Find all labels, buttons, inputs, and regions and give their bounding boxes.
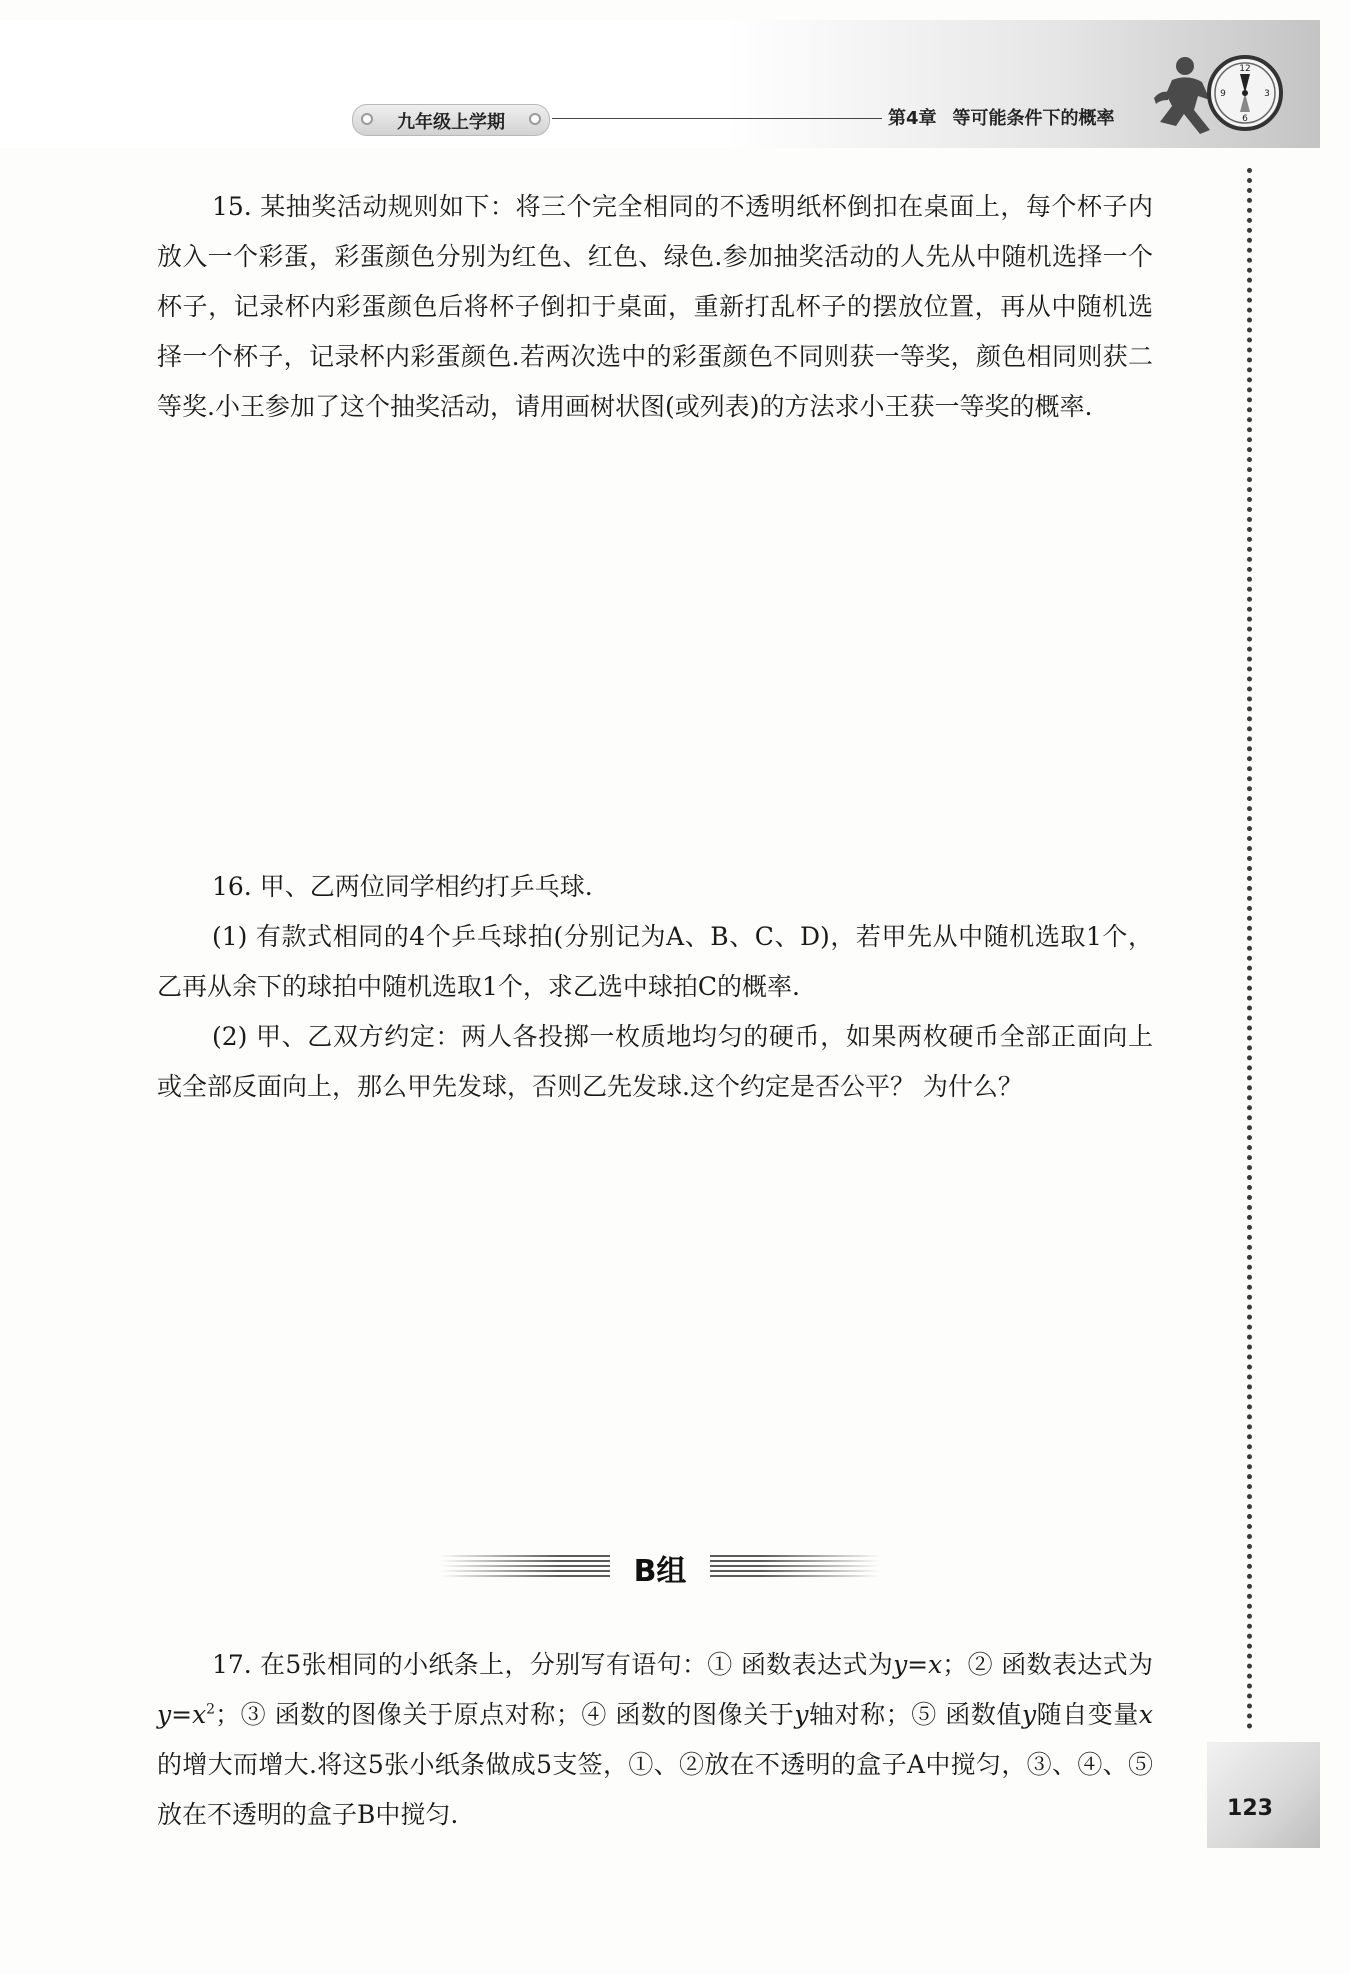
math-variable: x	[1138, 1700, 1153, 1729]
problem-17-lead: 17. 在5张相同的小纸条上，分别写有语句：① 函数表达式为	[212, 1650, 894, 1679]
compass-runner-icon	[1150, 38, 1290, 148]
margin-dotted-line	[1247, 168, 1252, 1730]
math-expression: y=x	[157, 1700, 207, 1729]
circle-icon	[529, 113, 541, 125]
circle-icon	[361, 113, 373, 125]
math-exponent: 2	[206, 1701, 216, 1718]
svg-text:9: 9	[1220, 89, 1226, 99]
group-title: B组	[633, 1554, 687, 1589]
problem-16-part-1: (1) 有款式相同的4个乒乓球拍(分别记为A、B、C、D)，若甲先从中随机选取1个，乙再从余下的球拍中随机选取1个，求乙选中球拍C的概率.	[157, 922, 1153, 1001]
heading-stripes-right	[710, 1555, 880, 1577]
page-number: 123	[1227, 1796, 1273, 1821]
grade-badge	[352, 104, 550, 136]
problem-17-text: 轴对称；⑤ 函数值	[808, 1700, 1022, 1729]
problem-15: 15. 某抽奖活动规则如下：将三个完全相同的不透明纸杯倒扣在桌面上，每个杯子内放入一个彩蛋，彩蛋颜色分别为红色、红色、绿色.参加抽奖活动的人先从中随机选择一个杯子，记录杯内彩蛋颜色后将杯子倒扣于桌面，重新打乱杯子的摆放位置，再从中随机选择一个杯子，记录杯内彩蛋颜色.若两次选中的彩蛋颜色不同则获一等奖，颜色相同则获二等奖.小王参加了这个抽奖活动，请用画树状图(或列表)的方法求小王获一等奖的概率.	[157, 192, 1153, 421]
group-b-heading	[440, 1546, 880, 1589]
problem-17-text: 的增大而增大.将这5张小纸条做成5支签，①、②放在不透明的盒子A中搅匀，③、④、⑤放在不透明的盒子B中搅匀.	[157, 1750, 1153, 1829]
problem-16-part-2: (2) 甲、乙双方约定：两人各投掷一枚质地均匀的硬币，如果两枚硬币全部正面向上或全部反面向上，那么甲先发球，否则乙先发球.这个约定是否公平？ 为什么？	[157, 1022, 1153, 1101]
chapter-number: 第4章	[888, 108, 937, 129]
math-variable: y	[794, 1700, 809, 1729]
problem-17-text: ；② 函数表达式为	[942, 1650, 1153, 1679]
math-expression: y=x	[893, 1650, 943, 1679]
chapter-heading	[888, 104, 1115, 130]
svg-text:3: 3	[1264, 89, 1270, 99]
chapter-title: 等可能条件下的概率	[952, 108, 1115, 129]
svg-text:12: 12	[1239, 64, 1251, 74]
problem-16-intro: 16. 甲、乙两位同学相约打乒乓球.	[212, 872, 593, 901]
problem-17-text: ；③ 函数的图像关于原点对称；④ 函数的图像关于	[215, 1700, 795, 1729]
header-rule	[552, 118, 882, 119]
svg-text:6: 6	[1242, 114, 1248, 124]
math-variable: y	[1021, 1700, 1037, 1729]
problem-17	[157, 1640, 1153, 1840]
heading-stripes-left	[440, 1555, 610, 1577]
problem-17-text: 随自变量	[1036, 1700, 1139, 1729]
header-band	[0, 20, 1320, 148]
page-number-tab	[1207, 1742, 1320, 1848]
grade-label: 九年级上学期	[397, 112, 505, 133]
